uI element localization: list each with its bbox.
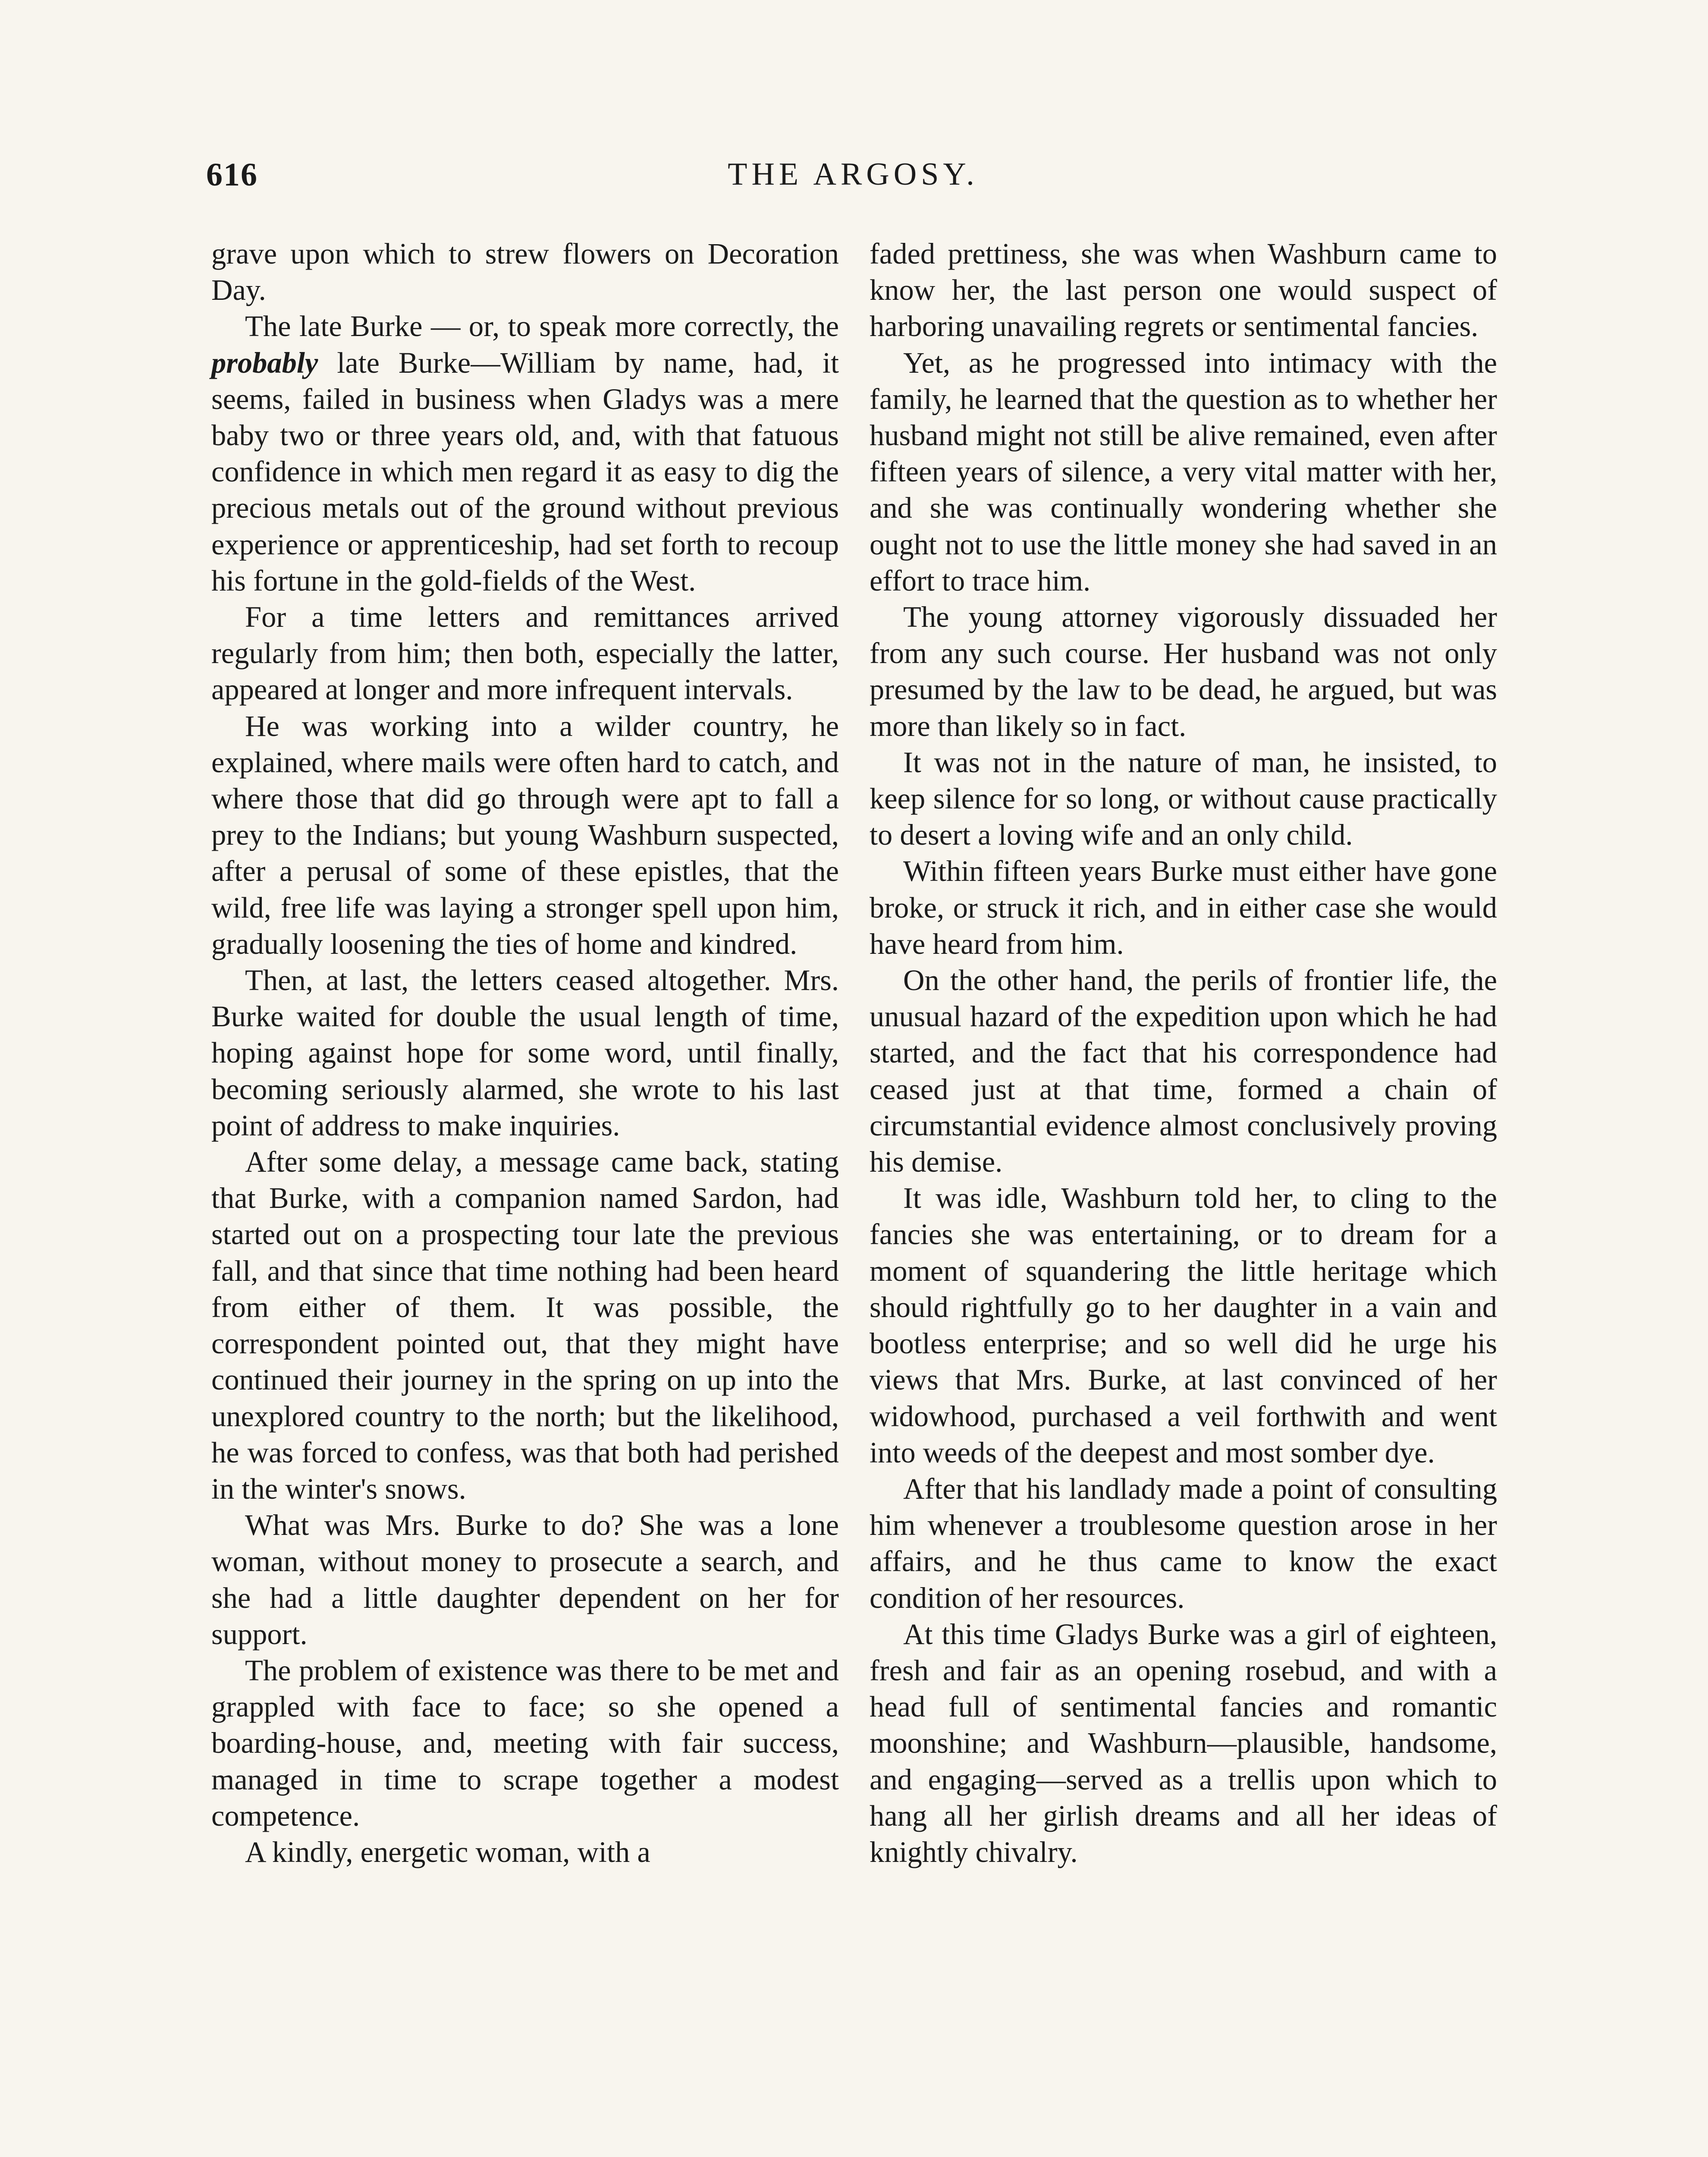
paragraph: It was idle, Washburn told her, to cling to the fancies she was entertaining, or to dream for a moment of squandering the little heritage which should rightfully go to her daughter in a vain and bootless enterprise; and so well did he urge his views that Mrs. Burke, at last convinced of her widowhood, purchased a veil forthwith and went into weeds of the deepest and most somber dye. — [870, 1182, 1497, 1469]
paragraph: After some delay, a message came back, stating that Burke, with a companion named Sardon, had started out on a prospecting tour late the previous fall, and that since that time nothing had been heard from either of them. It was possible, the correspondent pointed out, that they might have continued their journey in the spring on up into the unexplored country to the north; but the likelihood, he was forced to confess, was that both had perished in the winter's snows. — [211, 1145, 839, 1505]
paragraph: Within fifteen years Burke must either have gone broke, or struck it rich, and in either case she would have heard from him. — [870, 855, 1497, 960]
left-column — [211, 236, 839, 1870]
paragraph: After that his landlady made a point of consulting him whenever a troublesome question arose in her affairs, and he thus came to know the exact condition of her resources. — [870, 1472, 1497, 1614]
text-run: The late Burke — or, to speak more correctly, the — [245, 310, 839, 343]
paragraph: On the other hand, the perils of frontier life, the unusual hazard of the expedition upon which he had started, and the fact that his correspondence had ceased just at that time, formed a chain of circumstantial evidence almost conclusively proving his demise. — [870, 964, 1497, 1179]
paragraph: For a time letters and remittances arrived regularly from him; then both, especially the latter, appeared at longer and more infrequent intervals. — [211, 601, 839, 706]
paragraph: What was Mrs. Burke to do? She was a lone woman, without money to prosecute a search, and she had a little daughter dependent on her for support. — [211, 1509, 839, 1651]
italic-word: probably — [211, 346, 318, 379]
paragraph: grave upon which to strew flowers on Decoration Day. — [211, 237, 839, 307]
paragraph — [211, 308, 839, 599]
paragraph: Then, at last, the letters ceased altogether. Mrs. Burke waited for double the usual length of time, hoping against hope for some word, until finally, becoming seriously alarmed, she wrote to his last point of address to make inquiries. — [211, 964, 839, 1142]
right-column — [870, 236, 1497, 1870]
paragraph: Yet, as he progressed into intimacy with the family, he learned that the question as to whether her husband might not still be alive remained, even after fifteen years of silence, a very vital matter with her, and she was continually wondering whether she ought not to use the little money she had saved in an effort to trace him. — [870, 346, 1497, 597]
paragraph: He was working into a wilder country, he explained, where mails were often hard to catch, and where those that did go through were apt to fall a prey to the Indians; but young Washburn suspected, after a perusal of some of these epistles, that the wild, free life was laying a stronger spell upon him, gradually loosening the ties of home and kindred. — [211, 709, 839, 960]
page-header — [206, 156, 1500, 208]
paragraph: faded prettiness, she was when Washburn came to know her, the last person one would suspect of harboring unavailing regrets or sentimental fancies. — [870, 237, 1497, 343]
running-head: THE ARGOSY. — [728, 157, 979, 192]
paragraph: A kindly, energetic woman, with a — [245, 1835, 650, 1868]
paragraph: The problem of existence was there to be met and grappled with face to face; so she opened a boarding-house, and, meeting with fair success, managed in time to scrape together a modest competence. — [211, 1654, 839, 1832]
paragraph: The young attorney vigorously dissuaded her from any such course. Her husband was not only presumed by the law to be dead, he argued, but was more than likely so in fact. — [870, 601, 1497, 742]
text-run: late Burke—William by name, had, it seems, failed in business when Gladys was a mere baby two or three years old, and, with that fatuous confidence in which men regard it as easy to dig the precious metals out of the ground without previous experience or apprenticeship, had set forth to recoup his fortune in the gold-fields of the West. — [211, 346, 839, 597]
paragraph: It was not in the nature of man, he insisted, to keep silence for so long, or without cause practically to desert a loving wife and an only child. — [870, 745, 1497, 852]
paragraph: At this time Gladys Burke was a girl of eighteen, fresh and fair as an opening rosebud, and with a head full of sentimental fancies and romantic moonshine; and Washburn—plausible, handsome, and engaging—served as a trellis upon which to hang all her girlish dreams and all her ideas of knightly chivalry. — [870, 1617, 1497, 1868]
page-number: 616 — [206, 157, 258, 193]
